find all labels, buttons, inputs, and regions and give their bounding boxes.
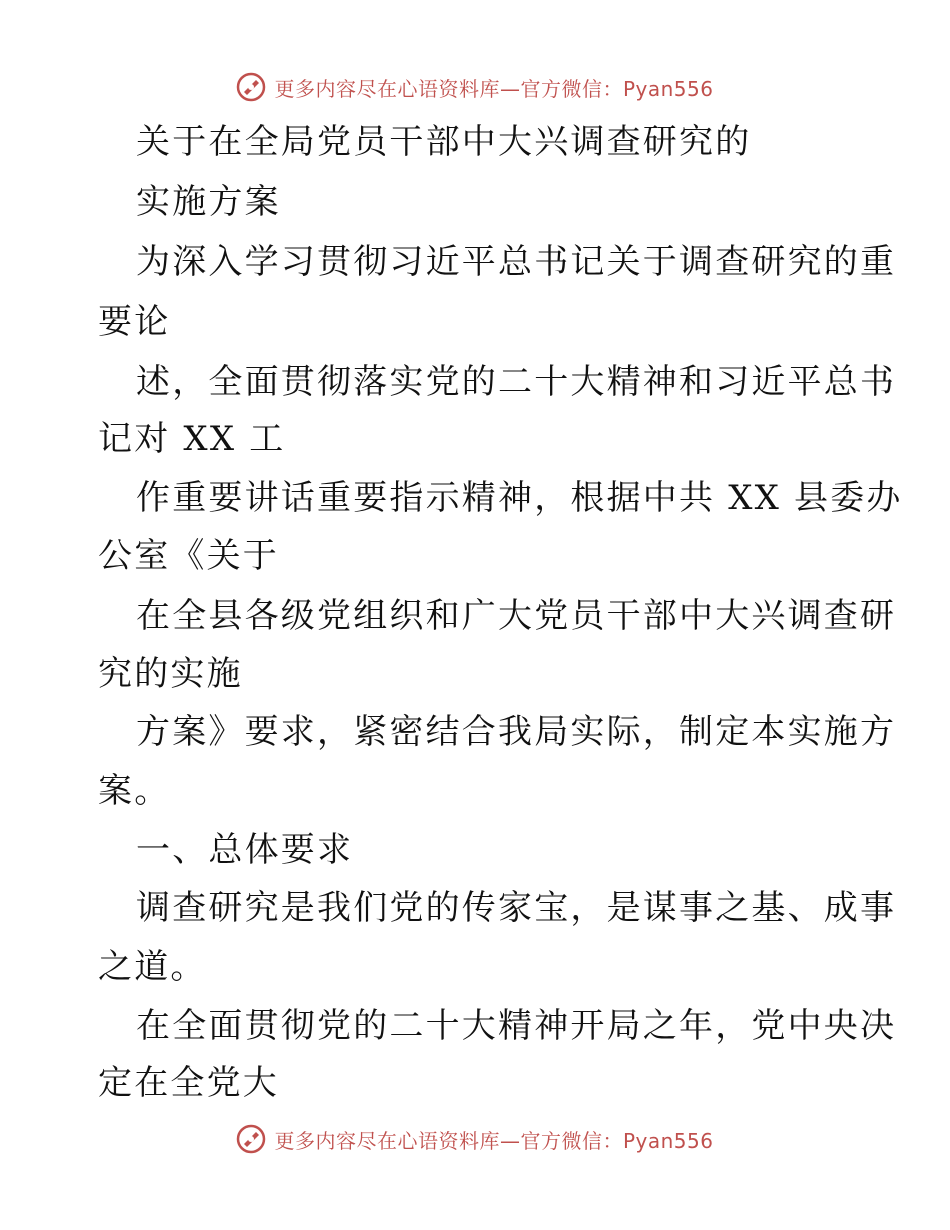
paragraph-line: 述，全面贯彻落实党的二十大精神和习近平总书	[136, 362, 897, 402]
paragraph-line: 案。	[98, 771, 171, 811]
paragraph-line: 究的实施	[98, 654, 243, 694]
header-watermark	[0, 72, 950, 102]
paragraph-line: 公室《关于	[98, 536, 279, 576]
paragraph-line: 为深入学习贯彻习近平总书记关于调查研究的重	[136, 242, 897, 282]
document-title-line-2: 实施方案	[136, 182, 281, 222]
paragraph-line: 要论	[98, 302, 171, 342]
paragraph-line: 在全面贯彻党的二十大精神开局之年，党中央决	[136, 1006, 897, 1046]
section-heading: 一、总体要求	[136, 830, 354, 870]
paragraph-line: 在全县各级党组织和广大党员干部中大兴调查研	[136, 596, 897, 636]
brand-logo-icon	[236, 72, 266, 102]
footer-watermark	[0, 1124, 950, 1154]
brand-logo-icon	[236, 1124, 266, 1154]
header-watermark-text: 更多内容尽在心语资料库—官方微信：Pyan556	[274, 76, 714, 101]
paragraph-line: 记对 XX 工	[98, 419, 286, 459]
paragraph-line: 之道。	[98, 947, 207, 987]
paragraph-line: 定在全党大	[98, 1063, 279, 1103]
document-title-line-1: 关于在全局党员干部中大兴调查研究的	[136, 122, 752, 162]
paragraph-line: 调查研究是我们党的传家宝，是谋事之基、成事	[136, 888, 897, 928]
footer-watermark-text: 更多内容尽在心语资料库—官方微信：Pyan556	[274, 1128, 714, 1153]
paragraph-line: 作重要讲话重要指示精神，根据中共 XX 县委办	[136, 478, 903, 518]
paragraph-line: 方案》要求，紧密结合我局实际，制定本实施方	[136, 712, 897, 752]
